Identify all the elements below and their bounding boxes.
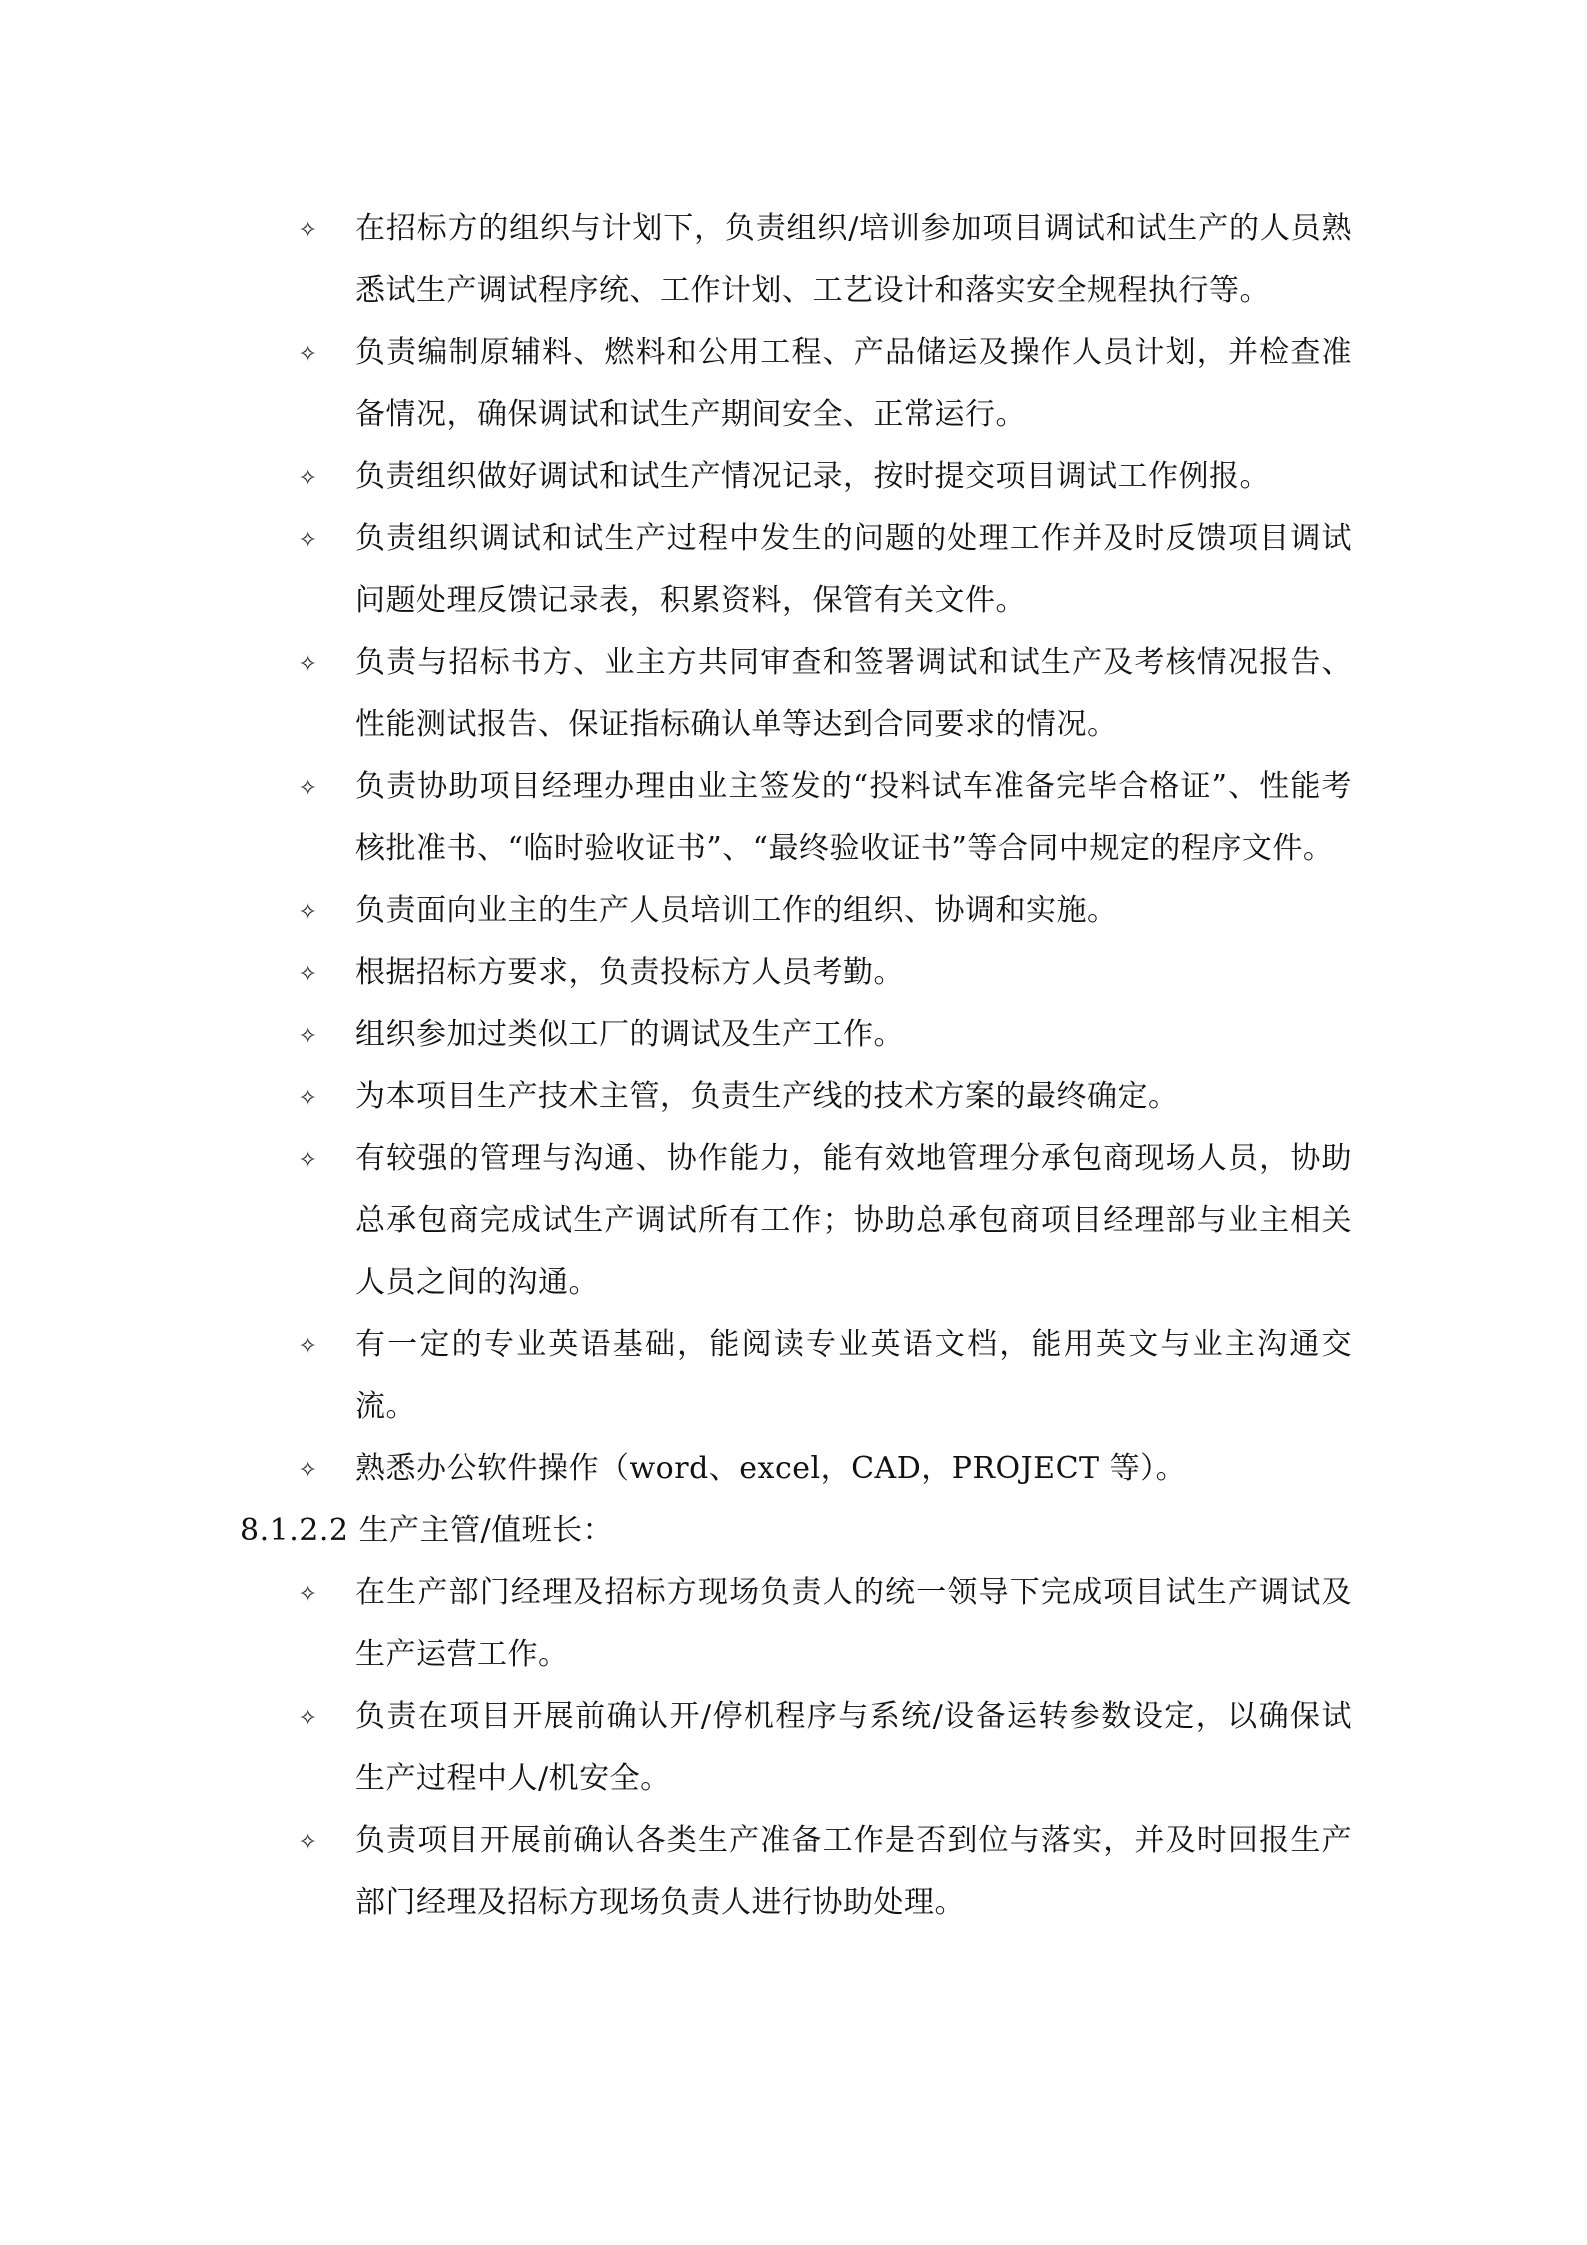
diamond-bullet-icon: ✧ [298,962,318,987]
section-heading: 8.1.2.2 生产主管/值班长： [240,1513,614,1548]
list-item [0,322,1352,446]
list-item-text: 负责面向业主的生产人员培训工作的组织、协调和实施。 [355,893,1118,928]
list-item [0,1128,1352,1314]
list-item [0,1066,1352,1128]
diamond-bullet-icon: ✧ [298,776,318,801]
list-item-text: 负责项目开展前确认各类生产准备工作是否到位与落实，并及时回报生产部门经理及招标方现场负责人进行协助处理。 [355,1823,1352,1920]
list-item-text: 负责组织调试和试生产过程中发生的问题的处理工作并及时反馈项目调试问题处理反馈记录表，积累资料，保管有关文件。 [355,521,1352,618]
list-item-text: 根据招标方要求，负责投标方人员考勤。 [355,955,904,990]
page-content [0,198,1587,1934]
list-item [0,446,1352,508]
list-item [0,942,1352,1004]
list-item-text: 有一定的专业英语基础，能阅读专业英语文档，能用英文与业主沟通交流。 [355,1327,1352,1424]
diamond-bullet-icon: ✧ [298,900,318,925]
list-item-text: 在招标方的组织与计划下，负责组织/培训参加项目调试和试生产的人员熟悉试生产调试程序统、工作计划、工艺设计和落实安全规程执行等。 [355,211,1352,308]
list-item-text: 组织参加过类似工厂的调试及生产工作。 [355,1017,904,1052]
diamond-bullet-icon: ✧ [298,1582,318,1607]
list-item [0,1438,1352,1500]
diamond-bullet-icon: ✧ [298,1024,318,1049]
diamond-bullet-icon: ✧ [298,1086,318,1111]
diamond-bullet-icon: ✧ [298,652,318,677]
list-item-text: 为本项目生产技术主管，负责生产线的技术方案的最终确定。 [355,1079,1179,1114]
list-item [0,1810,1352,1934]
diamond-bullet-icon: ✧ [298,218,318,243]
diamond-bullet-icon: ✧ [298,1148,318,1173]
list-item [0,1562,1352,1686]
list-item-text: 负责编制原辅料、燃料和公用工程、产品储运及操作人员计划，并检查准备情况，确保调试和试生产期间安全、正常运行。 [355,335,1352,432]
diamond-bullet-icon: ✧ [298,342,318,367]
diamond-bullet-icon: ✧ [298,528,318,553]
diamond-bullet-icon: ✧ [298,1706,318,1731]
list-item [0,632,1352,756]
list-item-text: 负责组织做好调试和试生产情况记录，按时提交项目调试工作例报。 [355,459,1270,494]
diamond-bullet-icon: ✧ [298,466,318,491]
list-item [0,756,1352,880]
diamond-bullet-icon: ✧ [298,1458,318,1483]
list-item-text: 负责与招标书方、业主方共同审查和签署调试和试生产及考核情况报告、性能测试报告、保证指标确认单等达到合同要求的情况。 [355,645,1352,742]
diamond-bullet-icon: ✧ [298,1830,318,1855]
list-item-text: 熟悉办公软件操作（word、excel，CAD，PROJECT 等）。 [355,1451,1187,1486]
list-item [0,880,1352,942]
list-item [0,198,1352,322]
list-item [0,1686,1352,1810]
diamond-bullet-icon: ✧ [298,1334,318,1359]
list-item [0,1314,1352,1438]
list-item-text: 在生产部门经理及招标方现场负责人的统一领导下完成项目试生产调试及生产运营工作。 [355,1575,1352,1672]
list-item [0,508,1352,632]
list-item-text: 负责协助项目经理办理由业主签发的“投料试车准备完毕合格证”、性能考核批准书、“临时验收证书”、“最终验收证书”等合同中规定的程序文件。 [355,769,1352,866]
responsibility-list-2 [0,1562,1587,1934]
responsibility-list-1 [0,198,1587,1500]
list-item-text: 有较强的管理与沟通、协作能力，能有效地管理分承包商现场人员，协助总承包商完成试生产调试所有工作；协助总承包商项目经理部与业主相关人员之间的沟通。 [355,1141,1352,1300]
list-item-text: 负责在项目开展前确认开/停机程序与系统/设备运转参数设定，以确保试生产过程中人/机安全。 [355,1699,1352,1796]
list-item [0,1004,1352,1066]
